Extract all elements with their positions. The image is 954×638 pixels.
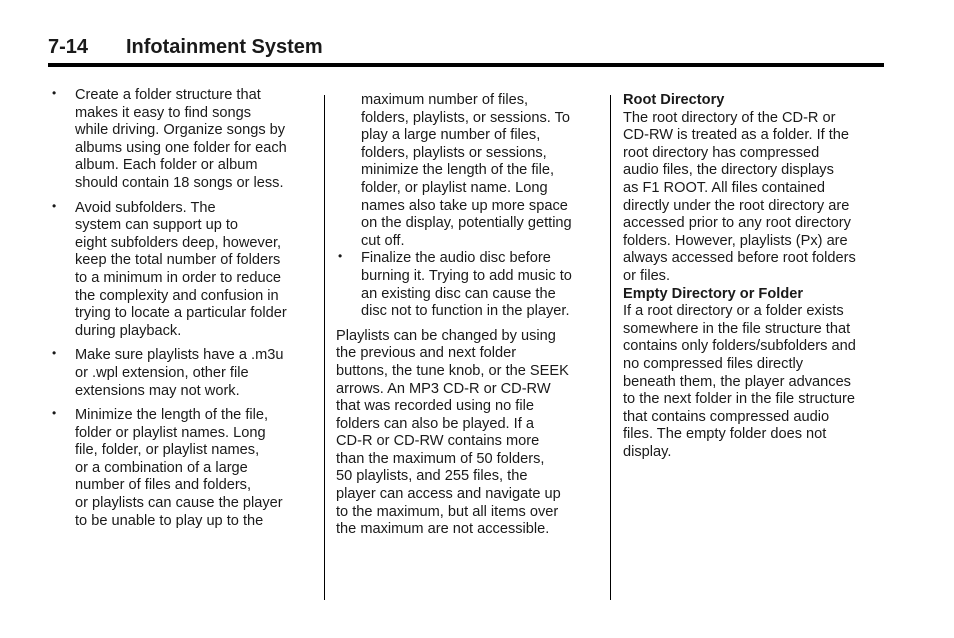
- bullet-icon: •: [52, 346, 57, 361]
- bullet-text: Make sure playlists have a .m3u or .wpl extension, other file extensions may not work.: [75, 347, 284, 399]
- bullet-icon: •: [338, 249, 343, 264]
- column-2: [336, 92, 602, 539]
- column-divider: [610, 95, 611, 600]
- bullet-item: [336, 250, 602, 320]
- bullet-icon: •: [52, 86, 57, 100]
- bullet-item: [48, 347, 320, 400]
- page-number: 7-14: [48, 36, 89, 58]
- bullet-item: [48, 407, 320, 530]
- bullet-text: Create a folder structure that makes it easy to find songs while driving. Organize songs by albums using one folder for each album. Each folder or album should contain 18 songs or less.: [75, 87, 287, 191]
- bullet-text: Avoid subfolders. The system can support up to eight subfolders deep, however, keep the total number of folders to a minimum in order to reduce the complexity and confusion in trying to locate a particular folder during playback.: [75, 199, 287, 339]
- column-1: [48, 87, 320, 537]
- bullet-continuation-text: maximum number of files, folders, playlists, or sessions. To play a large number of files, folders, playlists or sessions, minimize the length of the file, folder, or playlist name. Long names also take up more space on the display, potentially getting cut off.: [361, 92, 572, 249]
- chapter-title: Infotainment System: [126, 36, 323, 58]
- header-rule: [48, 63, 884, 67]
- bullet-item: [48, 200, 320, 341]
- section-heading-empty-directory: Empty Directory or Folder: [623, 285, 804, 302]
- paragraph: If a root directory or a folder exists somewhere in the file structure that contains only folders/subfolders and no compressed files directly beneath them, the player advances to the next folder in the file structure that contains compressed audio files. The empty folder does not display.: [623, 303, 856, 460]
- bullet-item: [48, 87, 320, 193]
- paragraph: The root directory of the CD-R or CD-RW is treated as a folder. If the root directory has compressed audio files, the directory displays as F1 ROOT. All files contained directly under the root directory are accessed prior to any root directory folders. However, playlists (Px) are always accessed before root folders or files.: [623, 109, 856, 284]
- bullet-icon: •: [52, 406, 57, 421]
- section-heading-root-directory: Root Directory: [623, 92, 725, 108]
- paragraph: Playlists can be changed by using the previous and next folder buttons, the tune knob, or the SEEK arrows. An MP3 CD-R or CD-RW that was recorded using no file folders can also be played. If a CD-R or CD-RW contains more than the maximum of 50 folders, 50 playlists, and 255 files, the player can access and navigate up to the maximum, but all items over the maximum are not accessible.: [336, 327, 569, 538]
- bullet-text: Finalize the audio disc before burning it. Trying to add music to an existing disc can cause the disc not to function in the player.: [361, 250, 572, 320]
- page-header: [48, 36, 884, 62]
- bullet-text: Minimize the length of the file, folder or playlist names. Long file, folder, or playlist names, or a combination of a large number of files and folders, or playlists can cause the player to be unable to play up to the: [75, 407, 283, 529]
- bullet-icon: •: [52, 198, 57, 213]
- column-3: [623, 92, 885, 461]
- column-divider: [324, 95, 325, 600]
